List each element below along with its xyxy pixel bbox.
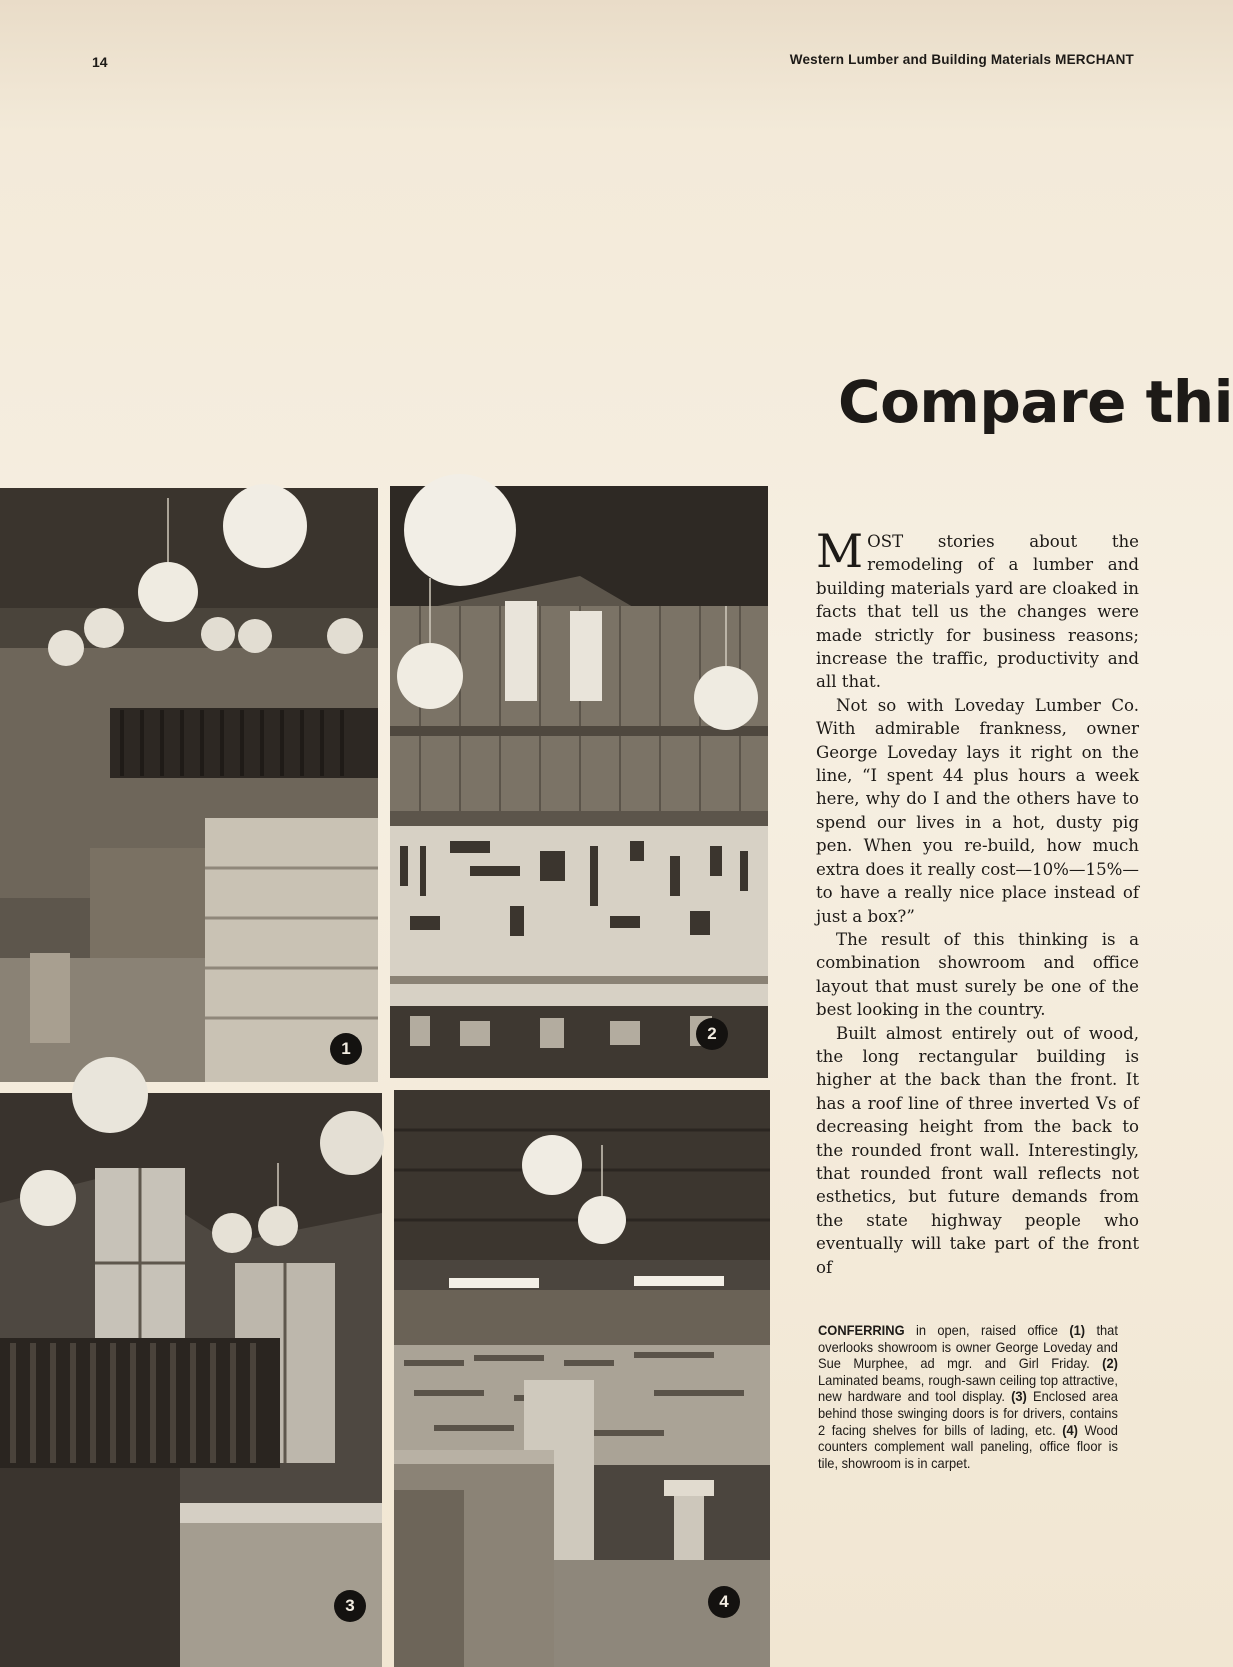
article-paragraph-2: Not so with Loveday Lumber Co. With admirable frankness, owner George Loveday lays it right on the line, “I spent 44 plus hours a week here, why do I and the others have to spend our lives in a hot, dusty pig pen. When you re-build, how much extra does it really cost—10%—15%—to have a really nice place instead of just a box?” <box>816 695 1139 926</box>
caption-ref-3: (3) <box>1011 1388 1027 1405</box>
caption-text-4: Wood counters complement wall paneling, office floor is tile, showroom is in carpet. <box>818 1421 1118 1471</box>
caption-text-3: Enclosed area behind those swinging doors is for drivers, contains 2 facing shelves for bills of lading, etc. <box>818 1388 1118 1438</box>
drop-cap: M <box>816 524 864 578</box>
article-paragraph-4: Built almost entirely out of wood, the long rectangular building is higher at the back than the front. It has a roof line of three inverted Vs of decreasing height from the back to the rounded front wall. Interestingly, that rounded front wall reflects not esthetics, but future demands from the state highway people who eventually will take part of the front of <box>816 1023 1139 1277</box>
photo-caption <box>818 1322 1118 1471</box>
photo-swinging-doors <box>0 1093 382 1667</box>
page-number: 14 <box>92 54 108 70</box>
photo-badge-3: 3 <box>334 1590 366 1622</box>
caption-ref-4: (4) <box>1062 1421 1078 1438</box>
article-body <box>816 524 1139 1279</box>
caption-text-2: Laminated beams, rough-sawn ceiling top attractive, new hardware and tool display. <box>818 1371 1118 1405</box>
caption-ref-1: (1) <box>1069 1322 1086 1338</box>
caption-text-1: that overlooks showroom is owner George Loveday and Sue Murphee, ad mgr. and Girl Friday. <box>818 1322 1118 1372</box>
photo-counters-showroom <box>394 1090 770 1667</box>
article-paragraph-3: The result of this thinking is a combination showroom and office layout that must surely be one of the best looking in the country. <box>816 929 1139 1020</box>
photo-badge-4: 4 <box>708 1586 740 1618</box>
article-headline: Compare thi <box>838 368 1233 436</box>
photo-raised-office <box>0 488 378 1082</box>
photo-badge-1: 1 <box>330 1033 362 1065</box>
article-paragraph-1: MOST stories about the remodeling of a lumber and building materials yard are cloaked in facts that tell us the changes were made strictly for business reasons; increase the traffic, productivity and all that. <box>816 524 1139 692</box>
caption-ref-2: (2) <box>1102 1355 1118 1372</box>
photo-hardware-display <box>390 486 768 1078</box>
caption-lead: CONFERRING <box>818 1322 905 1338</box>
photo-badge-2: 2 <box>696 1018 728 1050</box>
running-head: Western Lumber and Building Materials MERCHANT <box>789 52 1134 67</box>
caption-text-0: in open, raised office <box>904 1322 1070 1338</box>
